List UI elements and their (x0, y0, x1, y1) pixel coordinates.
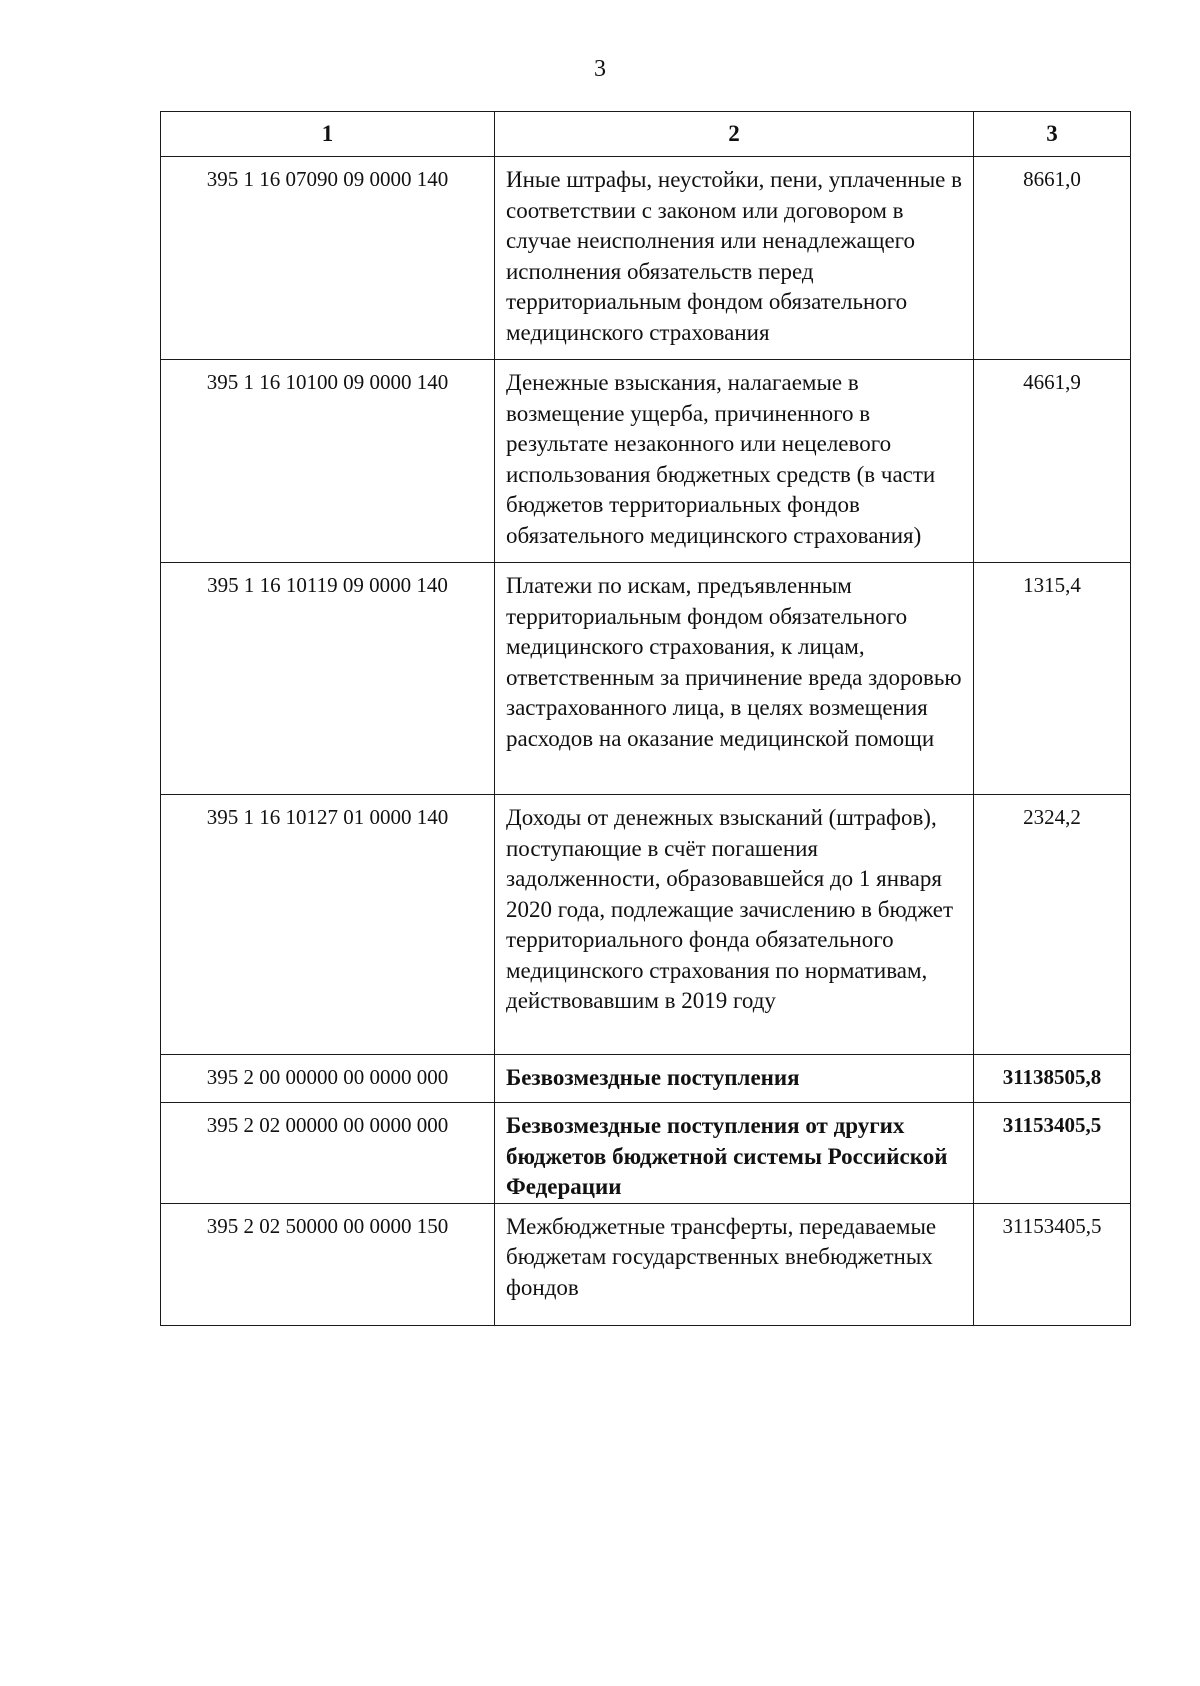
table-row (161, 795, 1131, 1055)
amount-cell: 31153405,5 (974, 1103, 1131, 1204)
amount-cell: 8661,0 (974, 157, 1131, 360)
budget-code-cell: 395 2 00 00000 00 0000 000 (161, 1055, 495, 1103)
table-row (161, 1103, 1131, 1204)
revenue-name-cell: Безвозмездные поступления (495, 1055, 974, 1103)
budget-code-cell: 395 2 02 50000 00 0000 150 (161, 1203, 495, 1325)
page-number: 3 (594, 56, 606, 82)
revenue-name-cell: Денежные взыскания, налагаемые в возмещение ущерба, причиненного в результате незаконного или нецелевого использования бюджетных средств (в части бюджетов территориальных фондов обязательного медицинского страхования) (495, 360, 974, 563)
revenue-table (160, 111, 1131, 1326)
table-header-row (161, 112, 1131, 157)
column-header-name: 2 (495, 112, 974, 157)
revenue-name-cell: Безвозмездные поступления от других бюджетов бюджетной системы Российской Федерации (495, 1103, 974, 1204)
amount-cell: 1315,4 (974, 563, 1131, 795)
table-row (161, 157, 1131, 360)
amount-cell: 31138505,8 (974, 1055, 1131, 1103)
budget-code-cell: 395 2 02 00000 00 0000 000 (161, 1103, 495, 1204)
amount-cell: 2324,2 (974, 795, 1131, 1055)
revenue-name-cell: Межбюджетные трансферты, передаваемые бюджетам государственных внебюджетных фондов (495, 1203, 974, 1325)
column-header-code: 1 (161, 112, 495, 157)
budget-code-cell: 395 1 16 10127 01 0000 140 (161, 795, 495, 1055)
column-header-amount: 3 (974, 112, 1131, 157)
amount-cell: 31153405,5 (974, 1203, 1131, 1325)
revenue-name-cell: Доходы от денежных взысканий (штрафов), поступающие в счёт погашения задолженности, образовавшейся до 1 января 2020 года, подлежащие зачислению в бюджет территориального фонда обязательного медицинского страхования по нормативам, действовавшим в 2019 году (495, 795, 974, 1055)
table-row (161, 1055, 1131, 1103)
budget-code-cell: 395 1 16 07090 09 0000 140 (161, 157, 495, 360)
budget-code-cell: 395 1 16 10100 09 0000 140 (161, 360, 495, 563)
revenue-name-cell: Иные штрафы, неустойки, пени, уплаченные в соответствии с законом или договором в случае неисполнения или ненадлежащего исполнения обязательств перед территориальным фондом обязательного медицинского страхования (495, 157, 974, 360)
table-row (161, 1203, 1131, 1325)
amount-cell: 4661,9 (974, 360, 1131, 563)
revenue-name-cell: Платежи по искам, предъявленным территориальным фондом обязательного медицинского страхования, к лицам, ответственным за причинение вреда здоровью застрахованного лица, в целях возмещения расходов на оказание медицинской помощи (495, 563, 974, 795)
table-row (161, 563, 1131, 795)
table-row (161, 360, 1131, 563)
budget-code-cell: 395 1 16 10119 09 0000 140 (161, 563, 495, 795)
